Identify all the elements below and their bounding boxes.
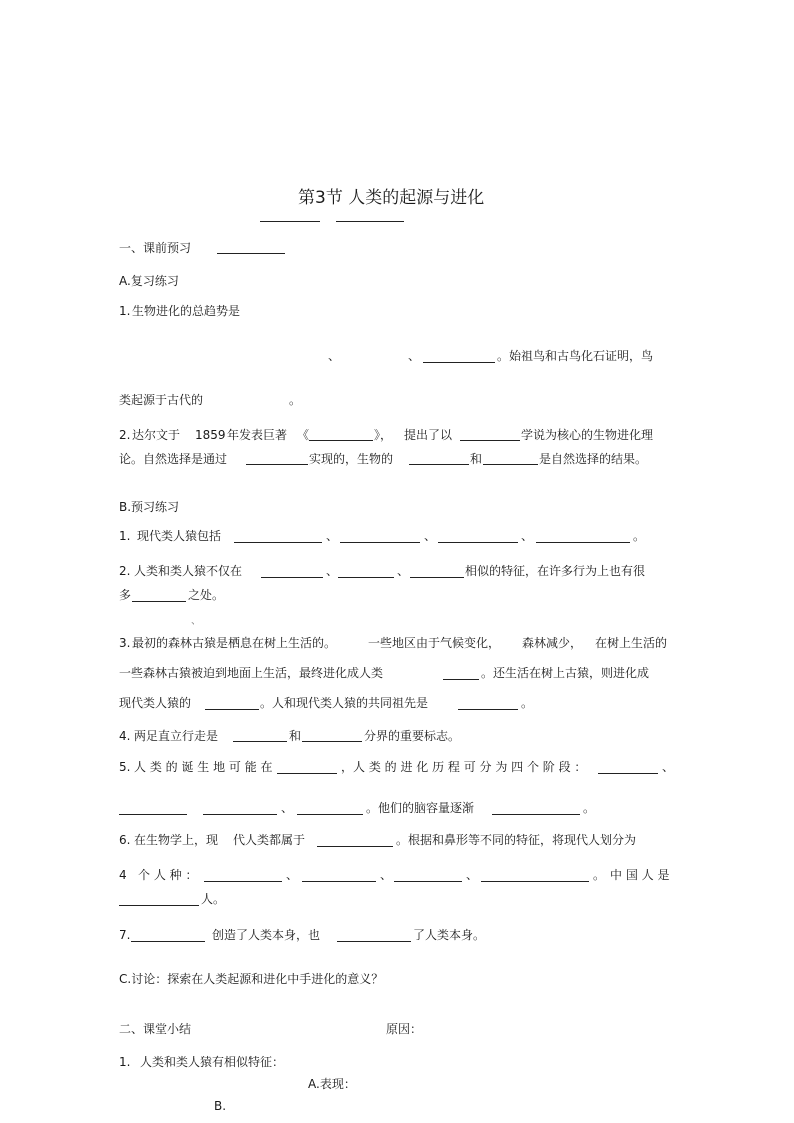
- answer-blank[interactable]: [481, 881, 589, 882]
- question-number: 2.: [119, 428, 131, 442]
- answer-blank[interactable]: [277, 773, 337, 774]
- subsection-heading-a: A.复习练习: [119, 274, 179, 288]
- discussion-question: C.讨论：探索在人类起源和进化中手进化的意义？: [119, 972, 384, 986]
- section-heading-preview: 一、课前预习: [119, 241, 192, 255]
- question-text: 提出了以: [404, 428, 453, 442]
- answer-blank[interactable]: [317, 846, 393, 847]
- question-number: 1.: [119, 529, 131, 543]
- answer-blank[interactable]: [309, 440, 373, 441]
- question-text: 实现的，生物的: [309, 452, 394, 466]
- question-text: 中 国 人 是: [610, 868, 670, 882]
- punctuation: 《: [297, 428, 310, 442]
- question-text: 。他们的脑容量逐渐: [366, 801, 475, 815]
- answer-blank[interactable]: [340, 542, 420, 543]
- title-blank-2[interactable]: [336, 221, 404, 222]
- question-number: 2.: [119, 564, 131, 578]
- question-text: 代人类都属于: [233, 833, 306, 847]
- answer-blank[interactable]: [460, 440, 520, 441]
- question-number: 1.: [119, 304, 131, 318]
- reason-label: 原因：: [386, 1022, 423, 1036]
- subsection-heading-b: B.预习练习: [119, 500, 180, 514]
- question-text: 达尔文于: [132, 428, 181, 442]
- question-text: 。还生活在树上古猿，则进化成: [481, 666, 650, 680]
- answer-blank[interactable]: [246, 464, 308, 465]
- answer-blank[interactable]: [297, 814, 363, 815]
- separator: 、: [408, 349, 421, 363]
- punctuation: 。: [521, 696, 534, 710]
- answer-blank[interactable]: [492, 814, 580, 815]
- question-text: 分界的重要标志。: [364, 729, 461, 743]
- answer-blank[interactable]: [423, 362, 495, 363]
- question-text: 了人类本身。: [413, 928, 486, 942]
- question-text: 现代类人猿包括: [137, 529, 222, 543]
- question-number: 1.: [119, 1055, 131, 1069]
- answer-blank[interactable]: [233, 741, 287, 742]
- title-blank-1[interactable]: [260, 221, 320, 222]
- question-text: ，人 类 的 进 化 历 程 可 分 为 四 个 阶 段 ：: [341, 760, 587, 774]
- question-text: 在树上生活的: [595, 636, 668, 650]
- question-text: 类起源于古代的: [119, 393, 204, 407]
- question-text: 相似的特征，在许多行为上也有很: [465, 564, 646, 578]
- question-text: 个 人 种 ：: [138, 868, 198, 882]
- answer-blank[interactable]: [132, 601, 186, 602]
- separator: 、: [286, 868, 299, 882]
- question-text: 一些森林古猿被迫到地面上生活，最终进化成人类: [119, 666, 384, 680]
- question-text: 和: [289, 729, 302, 743]
- year: 1859: [195, 428, 226, 442]
- question-text: 4: [119, 868, 127, 882]
- separator: 、: [521, 529, 534, 543]
- question-text: 学说为核心的生物进化理: [521, 428, 654, 442]
- question-text: 最初的森林古猿是栖息在树上生活的。: [132, 636, 337, 650]
- question-number: 5.: [119, 760, 131, 774]
- separator: 、: [326, 564, 339, 578]
- answer-blank[interactable]: [302, 881, 376, 882]
- question-number: 3.: [119, 636, 131, 650]
- question-text: 和: [470, 452, 483, 466]
- question-text: 多: [119, 588, 132, 602]
- answer-blank[interactable]: [458, 709, 518, 710]
- answer-blank[interactable]: [438, 542, 518, 543]
- answer-blank[interactable]: [536, 542, 630, 543]
- question-text: 现代类人猿的: [119, 696, 192, 710]
- answer-blank[interactable]: [598, 773, 658, 774]
- question-text: 生物进化的总趋势是: [132, 304, 241, 318]
- question-number: 7.: [119, 928, 131, 942]
- summary-point-b: B.: [214, 1099, 227, 1113]
- question-text: 。始祖鸟和古鸟化石证明，鸟: [497, 349, 654, 363]
- answer-blank[interactable]: [338, 577, 394, 578]
- question-text: 两足直立行走是: [134, 729, 219, 743]
- answer-blank[interactable]: [443, 679, 479, 680]
- question-text: 创造了人类本身，也: [212, 928, 321, 942]
- question-text: 人类和类人猿有相似特征：: [140, 1055, 285, 1069]
- answer-blank[interactable]: [203, 814, 277, 815]
- punctuation: 。: [289, 393, 302, 407]
- separator: 、: [424, 529, 437, 543]
- separator: 、: [466, 868, 479, 882]
- separator: 、: [662, 760, 675, 774]
- stray-mark: 、: [191, 616, 201, 627]
- separator: 、: [326, 529, 339, 543]
- question-text: 。人和现代类人猿的共同祖先是: [260, 696, 429, 710]
- separator: 、: [281, 801, 294, 815]
- question-text: 之处。: [188, 588, 225, 602]
- question-text: 年发表巨著: [227, 428, 288, 442]
- question-text: 论。自然选择是通过: [119, 452, 228, 466]
- question-number: 4.: [119, 729, 131, 743]
- question-text: 森林减少，: [522, 636, 583, 650]
- question-text: 是自然选择的结果。: [539, 452, 648, 466]
- summary-point-a: A.表现：: [308, 1077, 356, 1091]
- separator: 、: [380, 868, 393, 882]
- answer-blank[interactable]: [234, 542, 322, 543]
- separator: 、: [328, 349, 341, 363]
- punctuation: 。: [633, 529, 646, 543]
- separator: 、: [397, 564, 410, 578]
- punctuation: 。: [583, 801, 596, 815]
- punctuation: 》，: [374, 428, 393, 442]
- punctuation: 。: [593, 868, 606, 882]
- answer-blank[interactable]: [409, 464, 469, 465]
- section-heading-summary: 二、课堂小结: [119, 1022, 192, 1036]
- answer-blank[interactable]: [302, 741, 362, 742]
- question-text: 人类和类人猿不仅在: [134, 564, 243, 578]
- answer-blank[interactable]: [204, 881, 282, 882]
- answer-blank[interactable]: [205, 709, 259, 710]
- answer-blank[interactable]: [119, 814, 187, 815]
- answer-blank[interactable]: [483, 464, 538, 465]
- question-text: 。根据和鼻形等不同的特征，将现代人划分为: [396, 833, 637, 847]
- question-text: 人。: [201, 892, 226, 906]
- page-title: 第3节 人类的起源与进化: [298, 188, 485, 208]
- question-text: 人 类 的 诞 生 地 可 能 在: [134, 760, 273, 774]
- answer-blank[interactable]: [337, 941, 411, 942]
- question-number: 6.: [119, 833, 131, 847]
- question-text: 一些地区由于气候变化，: [368, 636, 501, 650]
- section-blank[interactable]: [217, 253, 285, 254]
- answer-blank[interactable]: [131, 941, 205, 942]
- question-text: 在生物学上，现: [134, 833, 219, 847]
- answer-blank[interactable]: [410, 577, 464, 578]
- answer-blank[interactable]: [261, 577, 323, 578]
- answer-blank[interactable]: [119, 905, 199, 906]
- answer-blank[interactable]: [394, 881, 462, 882]
